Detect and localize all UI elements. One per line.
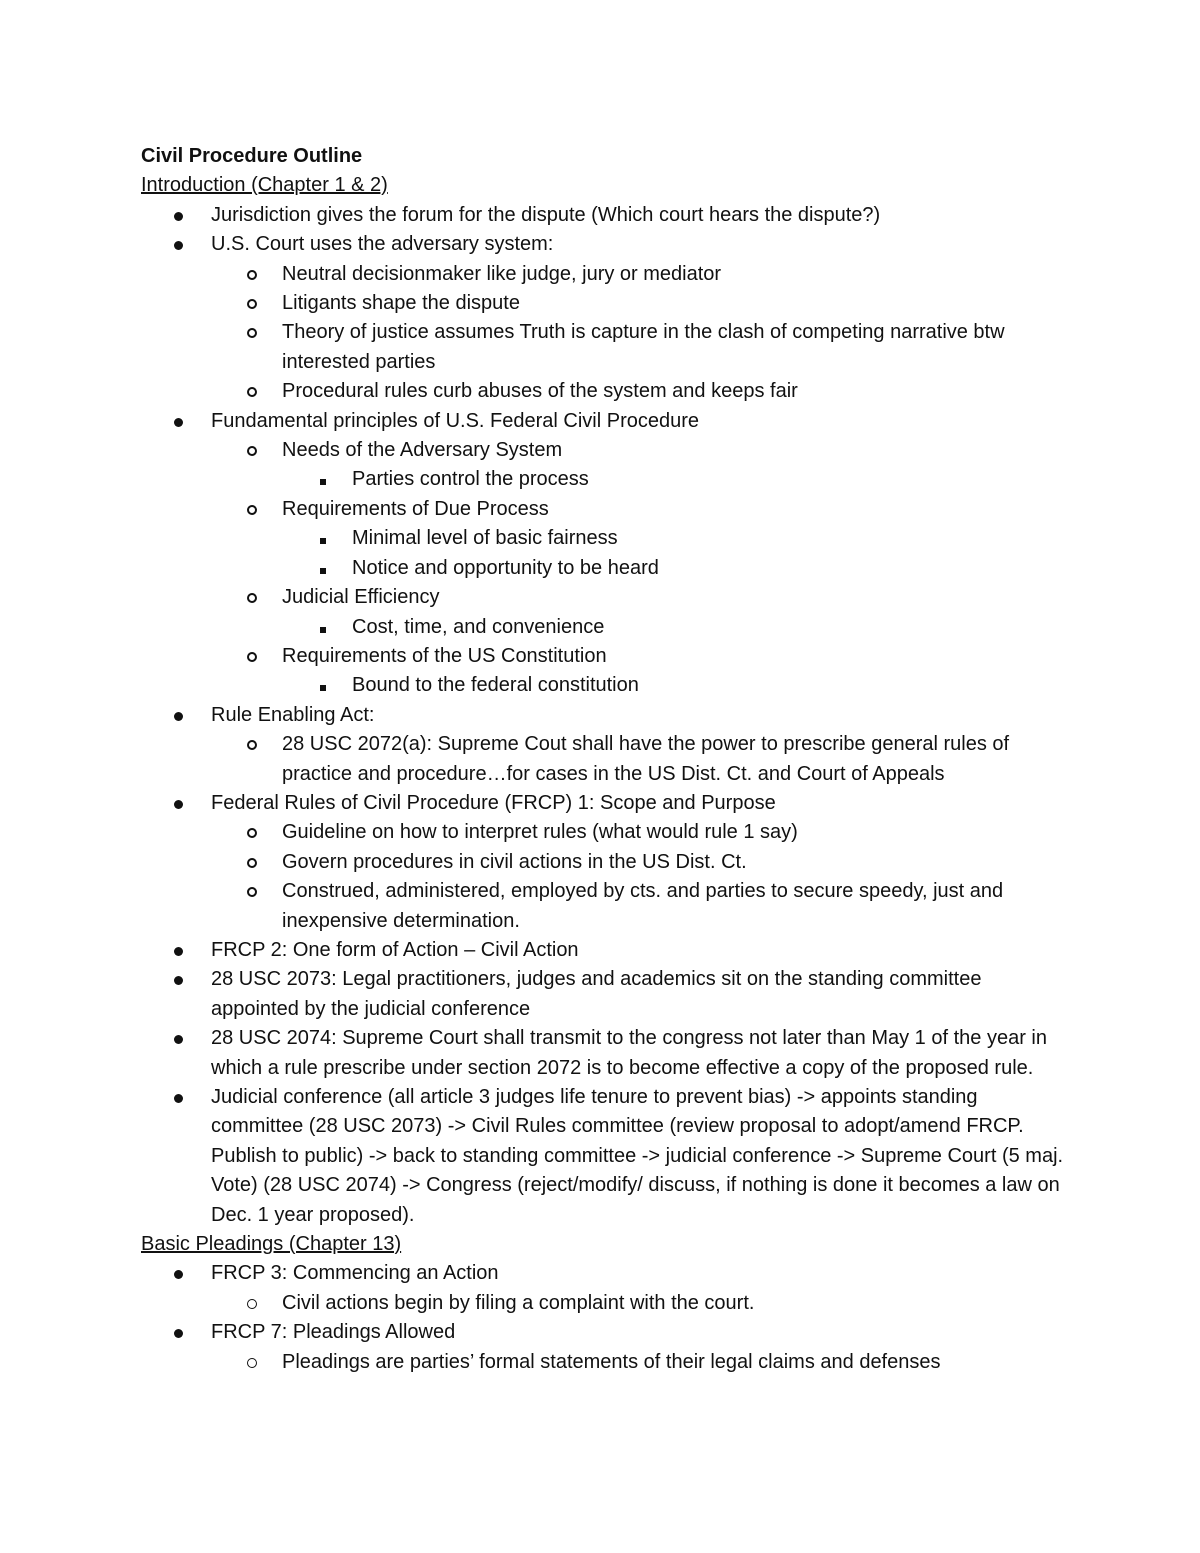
outline	[141, 171, 1071, 1377]
list-item-text: FRCP 7: Pleadings Allowed	[211, 1321, 456, 1344]
bullet-dot-icon	[174, 212, 183, 221]
list-item	[141, 289, 1071, 318]
list-item	[141, 613, 1071, 642]
bullet-square-icon	[320, 568, 326, 574]
list-item-text: Pleadings are parties’ formal statements of their legal claims and defenses	[282, 1350, 941, 1373]
list-item-text: Federal Rules of Civil Procedure (FRCP) 1: Scope and Purpose	[211, 791, 776, 814]
bullet-circle-icon	[247, 505, 257, 515]
list-item-text: Civil actions begin by filing a complaint with the court.	[282, 1291, 755, 1314]
list-item	[141, 377, 1071, 406]
bullet-dot-icon	[174, 800, 183, 809]
bullet-circle-icon	[247, 887, 257, 897]
list-item-text: Neutral decisionmaker like judge, jury or mediator	[282, 262, 722, 285]
document-title: Civil Procedure Outline	[141, 145, 363, 167]
bullet-square-icon	[320, 685, 326, 691]
list-item-text: FRCP 3: Commencing an Action	[211, 1262, 499, 1285]
list-item	[141, 1024, 1071, 1083]
list-item	[141, 201, 1071, 230]
list-item	[141, 789, 1071, 818]
list-item-text: Construed, administered, employed by cts. and parties to secure speedy, just and inexpensive determination.	[282, 880, 1004, 932]
list-item-text: 28 USC 2073: Legal practitioners, judges and academics sit on the standing committee appointed by the judicial conference	[211, 968, 982, 1020]
bullet-dot-icon	[174, 947, 183, 956]
list-item	[141, 965, 1071, 1024]
list-item	[141, 524, 1071, 553]
bullet-circle-icon	[247, 593, 257, 603]
bullet-circle-icon	[247, 299, 257, 309]
list-item-text: Requirements of Due Process	[282, 497, 549, 520]
list-item	[141, 1259, 1071, 1288]
list-item-text: Bound to the federal constitution	[352, 674, 639, 697]
list-item	[141, 848, 1071, 877]
list-item-text: Requirements of the US Constitution	[282, 644, 607, 667]
list-item	[141, 877, 1071, 936]
section-heading: Basic Pleadings (Chapter 13)	[141, 1233, 402, 1256]
list-item	[141, 583, 1071, 612]
list-item-text: Procedural rules curb abuses of the system and keeps fair	[282, 380, 798, 403]
bullet-circle-icon	[247, 740, 257, 750]
list-item-text: Cost, time, and convenience	[352, 615, 605, 638]
bullet-dot-icon	[174, 1035, 183, 1044]
bullet-square-icon	[320, 479, 326, 485]
bullet-dot-icon	[174, 712, 183, 721]
bullet-circle-icon	[247, 328, 257, 338]
list-item-text: Minimal level of basic fairness	[352, 527, 618, 550]
bullet-circle-icon	[247, 270, 257, 280]
list-item	[141, 230, 1071, 259]
list-item	[141, 260, 1071, 289]
bullet-square-icon	[320, 627, 326, 633]
list-item-text: Notice and opportunity to be heard	[352, 556, 659, 579]
list-item-text: Rule Enabling Act:	[211, 703, 375, 726]
list-item-text: Fundamental principles of U.S. Federal Civil Procedure	[211, 409, 699, 432]
list-item-text: U.S. Court uses the adversary system:	[211, 233, 554, 256]
list-item-text: Litigants shape the dispute	[282, 292, 520, 315]
list-item-text: Guideline on how to interpret rules (what would rule 1 say)	[282, 821, 798, 844]
list-item-text: Judicial conference (all article 3 judges life tenure to prevent bias) -> appoints standing committee (28 USC 2073) -> Civil Rules committee (review proposal to adopt/amend FRCP. Publish to public) -> back to standing committee -> judicial conference -> Supreme Court (5 maj. Vote) (28 USC 2074) -> Congress (reject/modify/ discuss, if nothing is done it becomes a law on Dec. 1 year proposed).	[211, 1086, 1064, 1226]
list-item	[141, 936, 1071, 965]
list-item	[141, 642, 1071, 671]
list-item	[141, 1083, 1071, 1230]
bullet-dot-icon	[174, 1270, 183, 1279]
list-item	[141, 318, 1071, 377]
list-item	[141, 1289, 1071, 1318]
list-item	[141, 730, 1071, 789]
list-item-text: Parties control the process	[352, 468, 589, 491]
list-item	[141, 1318, 1071, 1347]
list-item-text: Judicial Efficiency	[282, 586, 440, 609]
bullet-dot-icon	[174, 418, 183, 427]
list-item	[141, 818, 1071, 847]
list-item	[141, 701, 1071, 730]
list-item	[141, 495, 1071, 524]
list-item-text: Govern procedures in civil actions in the US Dist. Ct.	[282, 850, 747, 873]
bullet-dot-icon	[174, 1329, 183, 1338]
list-item-text: 28 USC 2072(a): Supreme Cout shall have the power to prescribe general rules of practice and procedure…for cases in the US Dist. Ct. and Court of Appeals	[282, 733, 1010, 785]
bullet-circle-icon	[247, 828, 257, 838]
list-item-text: 28 USC 2074: Supreme Court shall transmit to the congress not later than May 1 of the year in which a rule prescribe under section 2072 is to become effective a copy of the proposed rule.	[211, 1027, 1047, 1079]
list-item	[141, 671, 1071, 700]
bullet-open-circle-icon	[247, 1358, 257, 1368]
list-item	[141, 554, 1071, 583]
list-item-text: Theory of justice assumes Truth is capture in the clash of competing narrative btw interested parties	[282, 321, 1005, 373]
list-item	[141, 1348, 1071, 1377]
list-item-text: FRCP 2: One form of Action – Civil Action	[211, 938, 579, 961]
list-item-text: Needs of the Adversary System	[282, 439, 563, 462]
document-page	[141, 142, 1071, 1377]
bullet-dot-icon	[174, 241, 183, 250]
bullet-circle-icon	[247, 858, 257, 868]
bullet-circle-icon	[247, 652, 257, 662]
section-heading: Introduction (Chapter 1 & 2)	[141, 174, 388, 197]
list-item	[141, 465, 1071, 494]
list-item	[141, 436, 1071, 465]
list-item-text: Jurisdiction gives the forum for the dispute (Which court hears the dispute?)	[211, 203, 881, 226]
bullet-dot-icon	[174, 976, 183, 985]
bullet-circle-icon	[247, 387, 257, 397]
bullet-open-circle-icon	[247, 1299, 257, 1309]
bullet-square-icon	[320, 538, 326, 544]
bullet-circle-icon	[247, 446, 257, 456]
bullet-dot-icon	[174, 1094, 183, 1103]
list-item	[141, 407, 1071, 436]
